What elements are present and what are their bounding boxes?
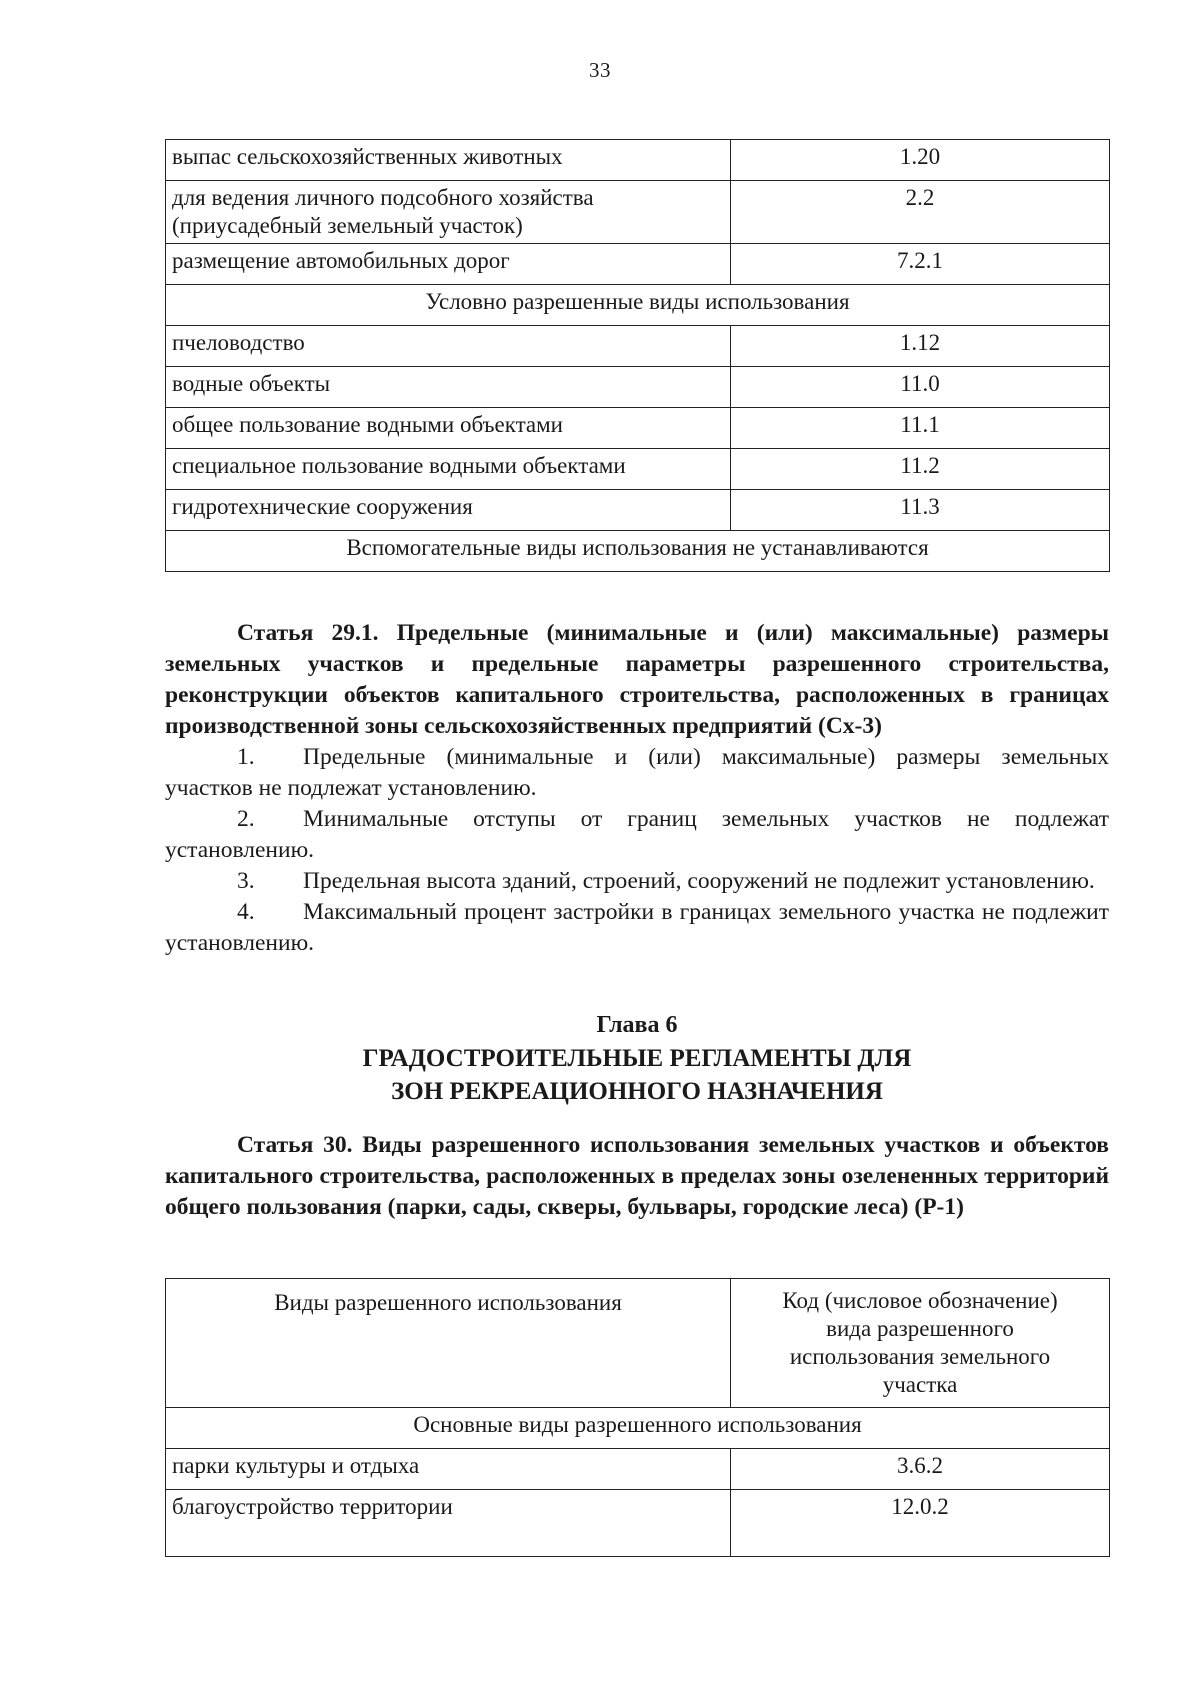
column-header: Код (числовое обозначение) вида разрешенного использования земельного участка: [731, 1279, 1110, 1408]
use-code: 7.2.1: [731, 244, 1110, 285]
table-row: [166, 408, 1110, 449]
use-code: 12.0.2: [731, 1490, 1110, 1557]
use-code: 1.20: [731, 140, 1110, 181]
table-row: [166, 1449, 1110, 1490]
article-heading: Статья 30. Виды разрешенного использования земельных участков и объектов капитального строительства, расположенных в пределах зоны озелененных территорий общего пользования (парки, сады, скверы, бульвары, городские леса) (Р-1): [165, 1132, 1109, 1220]
use-code: 2.2: [731, 181, 1110, 244]
use-name: пчеловодство: [166, 326, 731, 367]
section-title: Основные виды разрешенного использования: [166, 1408, 1110, 1449]
item-number: 4.: [237, 899, 255, 925]
use-name: выпас сельскохозяйственных животных: [166, 140, 731, 181]
use-name: специальное пользование водными объектами: [166, 449, 731, 490]
table-row: [166, 181, 1110, 244]
item-number: 3.: [237, 868, 255, 894]
table-header-row: [166, 1279, 1110, 1408]
chapter-heading: [165, 1009, 1109, 1108]
chapter-title-line: ЗОН РЕКРЕАЦИОННОГО НАЗНАЧЕНИЯ: [391, 1078, 883, 1105]
article-30: [165, 1130, 1109, 1223]
item-number: 1.: [237, 744, 255, 770]
chapter-title-line: ГРАДОСТРОИТЕЛЬНЫЕ РЕГЛАМЕНТЫ ДЛЯ: [362, 1045, 912, 1072]
item-text: Предельные (минимальные и (или) максимальные) размеры земельных участков не подлежат установлению.: [165, 744, 1109, 801]
item-text: Минимальные отступы от границ земельных участков не подлежат установлению.: [165, 806, 1109, 863]
use-code: 11.0: [731, 367, 1110, 408]
table-section-row: [166, 531, 1110, 572]
article-29-1: [165, 618, 1109, 959]
list-item: [165, 866, 1109, 897]
table-row: [166, 244, 1110, 285]
table-section-row: [166, 1408, 1110, 1449]
table-row: [166, 367, 1110, 408]
list-item: [165, 897, 1109, 959]
list-item: [165, 742, 1109, 804]
use-code: 11.1: [731, 408, 1110, 449]
use-name: водные объекты: [166, 367, 731, 408]
use-name: гидротехнические сооружения: [166, 490, 731, 531]
article-heading: Статья 29.1. Предельные (минимальные и (или) максимальные) размеры земельных участков и предельные параметры разрешенного строительства, реконструкции объектов капитального строительства, расположенных в границах производственной зоны сельскохозяйственных предприятий (Сх-3): [165, 620, 1109, 739]
section-title: Условно разрешенные виды использования: [166, 285, 1110, 326]
chapter-label: Глава 6: [596, 1012, 678, 1038]
table-row: [166, 326, 1110, 367]
use-name: парки культуры и отдыха: [166, 1449, 731, 1490]
table-row: [166, 140, 1110, 181]
item-number: 2.: [237, 806, 255, 832]
land-use-table: [165, 1278, 1110, 1557]
land-use-table-continued: [165, 139, 1110, 572]
table-section-row: [166, 285, 1110, 326]
use-code: 11.2: [731, 449, 1110, 490]
page-number: 33: [589, 58, 611, 82]
column-header: Виды разрешенного использования: [166, 1279, 731, 1408]
table-row: [166, 1490, 1110, 1557]
use-code: 1.12: [731, 326, 1110, 367]
list-item: [165, 804, 1109, 866]
use-code: 11.3: [731, 490, 1110, 531]
use-name: для ведения личного подсобного хозяйства (приусадебный земельный участок): [166, 181, 731, 244]
use-name: общее пользование водными объектами: [166, 408, 731, 449]
item-text: Предельная высота зданий, строений, сооружений не подлежит установлению.: [303, 868, 1095, 894]
use-name: благоустройство территории: [166, 1490, 731, 1557]
use-code: 3.6.2: [731, 1449, 1110, 1490]
table-row: [166, 449, 1110, 490]
table-row: [166, 490, 1110, 531]
use-name: размещение автомобильных дорог: [166, 244, 731, 285]
item-text: Максимальный процент застройки в границах земельного участка не подлежит установлению.: [165, 899, 1109, 956]
section-title: Вспомогательные виды использования не устанавливаются: [166, 531, 1110, 572]
